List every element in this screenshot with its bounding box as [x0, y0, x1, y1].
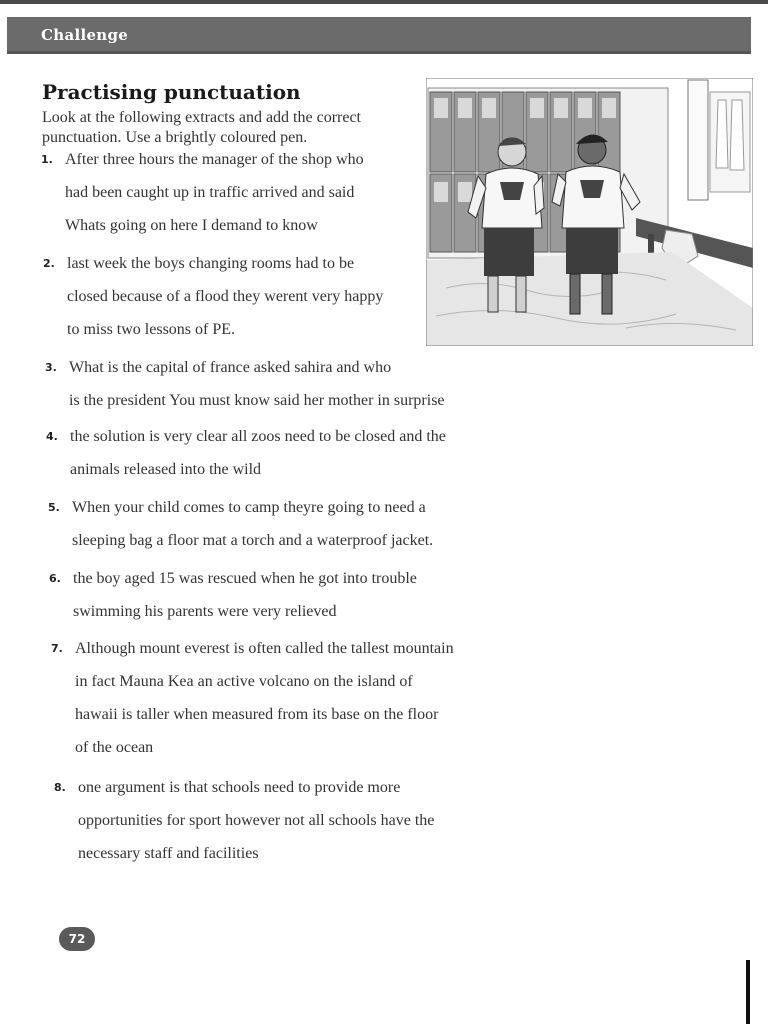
- item-line: When your child comes to camp theyre going to need a: [72, 499, 426, 516]
- item-line: sleeping bag a floor mat a torch and a waterproof jacket.: [72, 532, 434, 549]
- item-line: one argument is that schools need to provide more: [78, 779, 401, 796]
- item-line: Although mount everest is often called the tallest mountain: [75, 640, 454, 657]
- exercise-item-7: [51, 638, 454, 770]
- page-heading: Practising punctuation: [42, 80, 301, 104]
- item-number: 1.: [41, 153, 53, 166]
- item-line: closed because of a flood they werent very happy: [67, 288, 384, 305]
- item-line: After three hours the manager of the shop who: [65, 151, 364, 168]
- section-banner: [7, 17, 751, 54]
- item-line: the boy aged 15 was rescued when he got into trouble: [73, 570, 417, 587]
- item-line: hawaii is taller when measured from its base on the floor: [75, 706, 439, 723]
- item-number: 3.: [45, 361, 57, 374]
- item-number: 5.: [48, 501, 60, 514]
- item-number: 2.: [43, 257, 55, 270]
- item-number: 7.: [51, 642, 63, 655]
- item-line: last week the boys changing rooms had to be: [67, 255, 355, 272]
- exercise-item-1: [41, 149, 364, 248]
- item-line: Whats going on here I demand to know: [65, 217, 318, 234]
- item-line: necessary staff and facilities: [78, 845, 259, 862]
- banner-title: Challenge: [41, 26, 129, 44]
- top-rule: [0, 0, 768, 4]
- item-line: opportunities for sport however not all schools have the: [78, 812, 435, 829]
- exercise-item-8: [54, 777, 435, 876]
- item-line: is the president You must know said her mother in surprise: [69, 392, 445, 409]
- item-line: had been caught up in traffic arrived and said: [65, 184, 355, 201]
- item-number: 8.: [54, 781, 66, 794]
- item-line: in fact Mauna Kea an active volcano on the island of: [75, 673, 413, 690]
- instructions-line: Look at the following extracts and add the correct: [42, 109, 361, 126]
- item-line: of the ocean: [75, 739, 154, 756]
- exercise-item-3: [45, 357, 445, 423]
- item-line: animals released into the wild: [70, 461, 262, 478]
- exercise-item-5: [48, 497, 434, 563]
- item-line: What is the capital of france asked sahira and who: [69, 359, 392, 376]
- item-number: 6.: [49, 572, 61, 585]
- item-line: to miss two lessons of PE.: [67, 321, 236, 338]
- changing-room-illustration: [426, 78, 753, 346]
- exercise-item-2: [43, 253, 384, 352]
- exercise-item-6: [49, 568, 417, 634]
- instructions-line: punctuation. Use a brightly coloured pen.: [42, 129, 308, 146]
- margin-bar: [746, 960, 750, 1024]
- item-line: the solution is very clear all zoos need to be closed and the: [70, 428, 446, 445]
- instructions: [42, 108, 442, 148]
- item-number: 4.: [46, 430, 58, 443]
- exercise-item-4: [46, 426, 446, 492]
- item-line: swimming his parents were very relieved: [73, 603, 337, 620]
- page-number-badge: 72: [59, 927, 95, 951]
